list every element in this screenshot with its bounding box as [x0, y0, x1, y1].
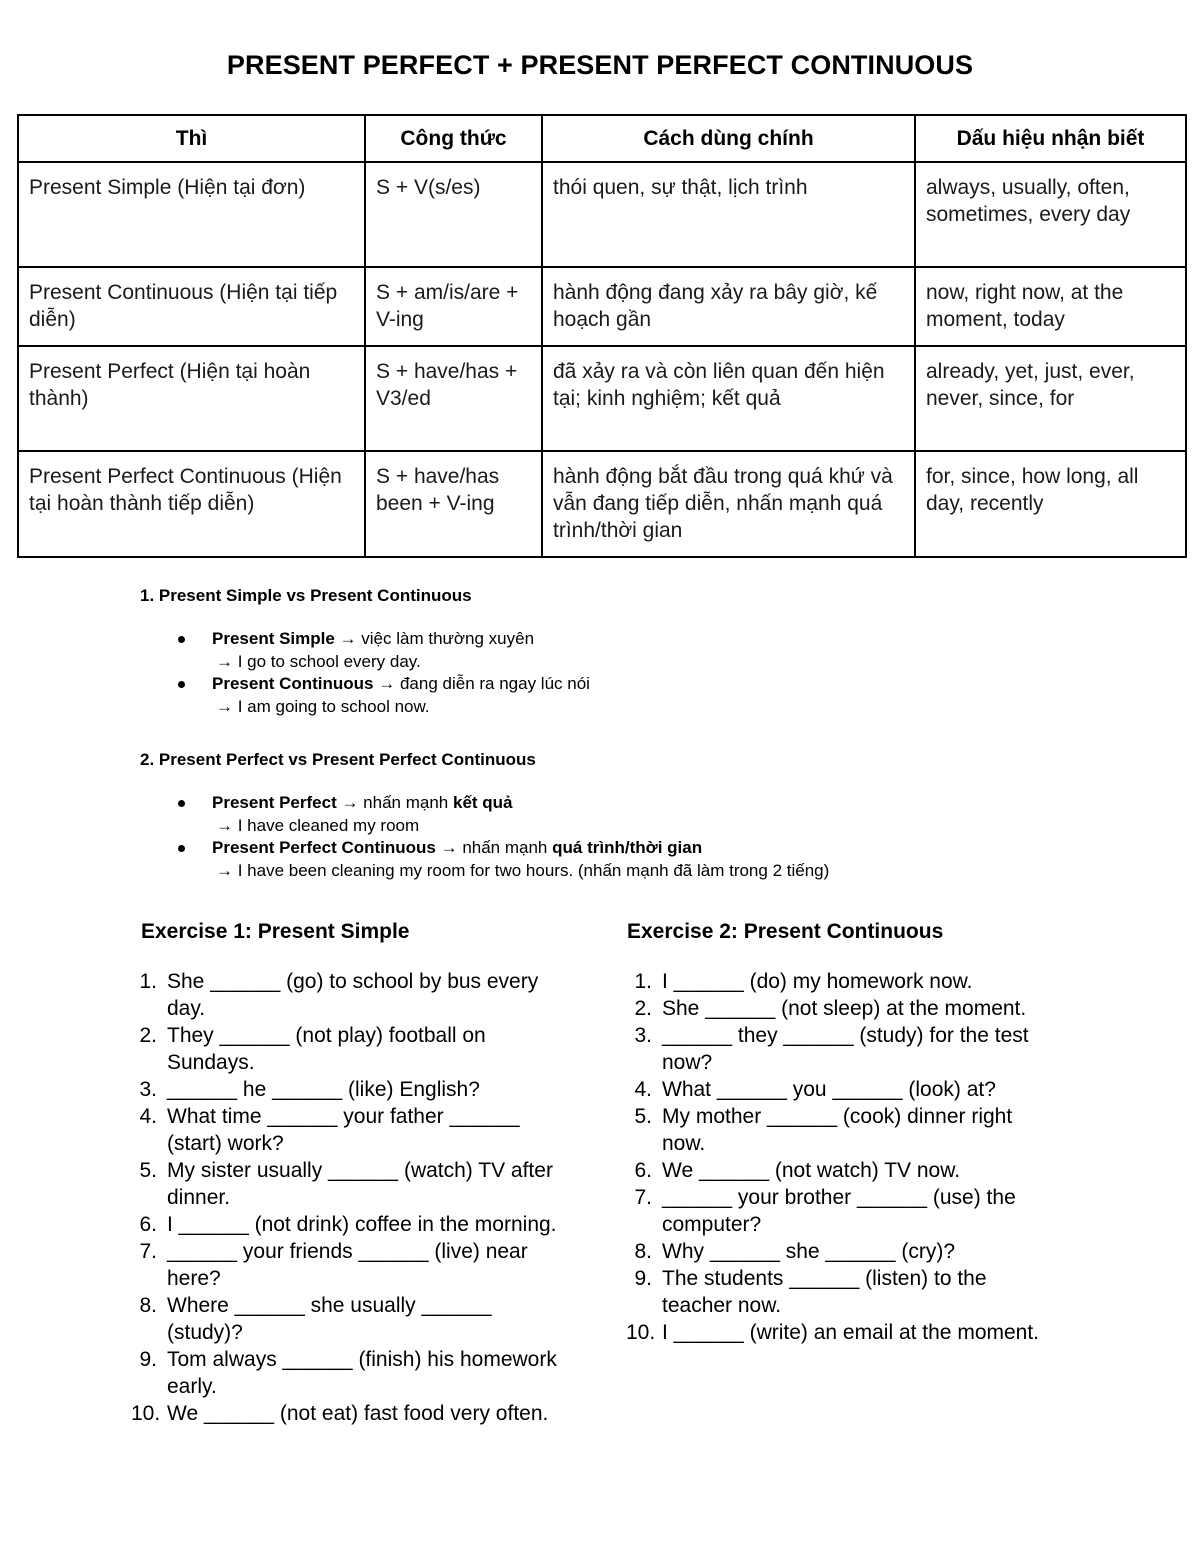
item-text: ______ he ______ (like) English?	[167, 1078, 480, 1101]
tense-term: Present Perfect Continuous	[212, 838, 436, 857]
section-heading: 2. Present Perfect vs Present Perfect Continuous	[140, 750, 536, 769]
item-text: Where ______ she usually ______ (study)?	[167, 1294, 492, 1344]
exercise-item	[131, 1103, 571, 1157]
item-text: ______ your brother ______ (use) the computer?	[662, 1186, 1016, 1236]
item-number: 10.	[626, 1321, 656, 1344]
item-number: 1.	[634, 970, 652, 993]
item-text: My mother ______ (cook) dinner right now.	[662, 1105, 1013, 1155]
item-number: 8.	[634, 1240, 652, 1263]
tense-name-cell: Present Continuous (Hiện tại tiếp diễn)	[18, 267, 365, 346]
tense-name-cell: Present Perfect Continuous (Hiện tại hoàn thành tiếp diễn)	[18, 451, 365, 557]
item-text: The students ______ (listen) to the teacher now.	[662, 1267, 987, 1317]
tense-term: Present Simple	[212, 629, 335, 648]
tense-name-cell: Present Simple (Hiện tại đơn)	[18, 162, 365, 267]
exercise-list	[131, 968, 571, 1427]
usage-cell: đã xảy ra và còn liên quan đến hiện tại; kinh nghiệm; kết quả	[542, 346, 915, 451]
comparison-section-1	[140, 586, 590, 718]
item-number: 6.	[634, 1159, 652, 1182]
table-header-row	[18, 115, 1186, 162]
item-text: What time ______ your father ______ (start) work?	[167, 1105, 520, 1155]
exercise-item	[626, 968, 1046, 995]
emphasis-text: kết quả	[452, 793, 513, 812]
tense-name-cell: Present Perfect (Hiện tại hoàn thành)	[18, 346, 365, 451]
exercise-item	[626, 1076, 1046, 1103]
item-number: 3.	[139, 1078, 157, 1101]
table-header-cell: Cách dùng chính	[542, 115, 915, 162]
tense-description: → nhấn mạnh	[336, 793, 453, 812]
item-text: She ______ (not sleep) at the moment.	[662, 997, 1027, 1020]
item-number: 2.	[139, 1024, 157, 1047]
item-number: 7.	[139, 1240, 157, 1263]
bullet-icon	[178, 800, 185, 807]
exercise-item	[131, 1238, 571, 1292]
exercise-item	[131, 1157, 571, 1211]
signal-words-cell: already, yet, just, ever, never, since, for	[915, 346, 1186, 451]
example-sentence: → I am going to school now.	[216, 696, 430, 716]
bullet-icon	[178, 681, 185, 688]
usage-cell: hành động bắt đầu trong quá khứ và vẫn đang tiếp diễn, nhấn mạnh quá trình/thời gian	[542, 451, 915, 557]
tense-description: → đang diễn ra ngay lúc nói	[373, 674, 590, 693]
exercise-title: Exercise 1: Present Simple	[141, 920, 410, 943]
exercise-item	[626, 995, 1046, 1022]
exercise-item	[626, 1022, 1046, 1076]
exercise-list	[626, 968, 1046, 1346]
formula-cell: S + V(s/es)	[365, 162, 542, 267]
item-text: I ______ (do) my homework now.	[662, 970, 973, 993]
formula-cell: S + have/has + V3/ed	[365, 346, 542, 451]
exercise-item	[131, 968, 571, 1022]
signal-words-cell: for, since, how long, all day, recently	[915, 451, 1186, 557]
exercise-item	[131, 1022, 571, 1076]
tense-term: Present Perfect	[212, 793, 337, 812]
table-row	[18, 346, 1186, 451]
item-text: Tom always ______ (finish) his homework early.	[167, 1348, 557, 1398]
example-sentence: → I have cleaned my room	[216, 815, 420, 835]
item-number: 5.	[634, 1105, 652, 1128]
list-item	[140, 673, 590, 718]
item-number: 8.	[139, 1294, 157, 1317]
exercise-item	[626, 1184, 1046, 1238]
list-item	[140, 792, 829, 837]
item-text: She ______ (go) to school by bus every day.	[167, 970, 539, 1020]
table-header-cell: Dấu hiệu nhận biết	[915, 115, 1186, 162]
item-text: My sister usually ______ (watch) TV after dinner.	[167, 1159, 553, 1209]
item-number: 5.	[139, 1159, 157, 1182]
exercise-item	[626, 1265, 1046, 1319]
item-number: 9.	[634, 1267, 652, 1290]
item-text: ______ they ______ (study) for the test now?	[662, 1024, 1029, 1074]
item-number: 3.	[634, 1024, 652, 1047]
usage-cell: thói quen, sự thật, lịch trình	[542, 162, 915, 267]
example-sentence: → I go to school every day.	[216, 651, 421, 671]
formula-cell: S + have/has been + V-ing	[365, 451, 542, 557]
item-text: I ______ (write) an email at the moment.	[662, 1321, 1040, 1344]
table-row	[18, 267, 1186, 346]
exercise-title: Exercise 2: Present Continuous	[627, 920, 944, 943]
item-text: We ______ (not eat) fast food very often.	[167, 1402, 549, 1425]
table-header-cell: Thì	[18, 115, 365, 162]
item-text: They ______ (not play) football on Sundays.	[167, 1024, 486, 1074]
comparison-list	[140, 792, 829, 882]
tense-table	[17, 114, 1187, 558]
example-sentence: → I have been cleaning my room for two hours. (nhấn mạnh đã làm trong 2 tiếng)	[216, 860, 830, 880]
tense-description: → việc làm thường xuyên	[334, 629, 535, 648]
table-row	[18, 451, 1186, 557]
item-number: 6.	[139, 1213, 157, 1236]
exercise-item	[131, 1211, 571, 1238]
exercise-1	[131, 920, 571, 1427]
exercise-item	[131, 1346, 571, 1400]
formula-cell: S + am/is/are + V-ing	[365, 267, 542, 346]
exercise-2	[626, 920, 1046, 1346]
comparison-section-2	[140, 750, 829, 882]
emphasis-text: quá trình/thời gian	[552, 838, 703, 857]
signal-words-cell: now, right now, at the moment, today	[915, 267, 1186, 346]
item-number: 7.	[634, 1186, 652, 1209]
tense-term: Present Continuous	[212, 674, 374, 693]
item-number: 1.	[139, 970, 157, 993]
table-header-cell: Công thức	[365, 115, 542, 162]
bullet-icon	[178, 636, 185, 643]
item-text: We ______ (not watch) TV now.	[662, 1159, 961, 1182]
exercise-item	[626, 1157, 1046, 1184]
usage-cell: hành động đang xảy ra bây giờ, kế hoạch gần	[542, 267, 915, 346]
item-text: ______ your friends ______ (live) near here?	[167, 1240, 528, 1290]
item-number: 2.	[634, 997, 652, 1020]
item-text: I ______ (not drink) coffee in the morning.	[167, 1213, 557, 1236]
item-text: Why ______ she ______ (cry)?	[662, 1240, 956, 1263]
exercise-item	[131, 1292, 571, 1346]
item-number: 4.	[634, 1078, 652, 1101]
item-number: 9.	[139, 1348, 157, 1371]
signal-words-cell: always, usually, often, sometimes, every day	[915, 162, 1186, 267]
bullet-icon	[178, 845, 185, 852]
page-title: PRESENT PERFECT + PRESENT PERFECT CONTINUOUS	[226, 50, 974, 80]
exercise-item	[131, 1400, 571, 1427]
item-number: 4.	[139, 1105, 157, 1128]
exercise-item	[626, 1319, 1046, 1346]
exercise-item	[131, 1076, 571, 1103]
exercise-item	[626, 1103, 1046, 1157]
section-heading: 1. Present Simple vs Present Continuous	[140, 586, 472, 605]
item-text: What ______ you ______ (look) at?	[662, 1078, 996, 1101]
comparison-list	[140, 628, 590, 718]
item-number: 10.	[131, 1402, 161, 1425]
exercise-item	[626, 1238, 1046, 1265]
tense-description: → nhấn mạnh	[435, 838, 553, 857]
table-row	[18, 162, 1186, 267]
list-item	[140, 837, 829, 882]
list-item	[140, 628, 590, 673]
